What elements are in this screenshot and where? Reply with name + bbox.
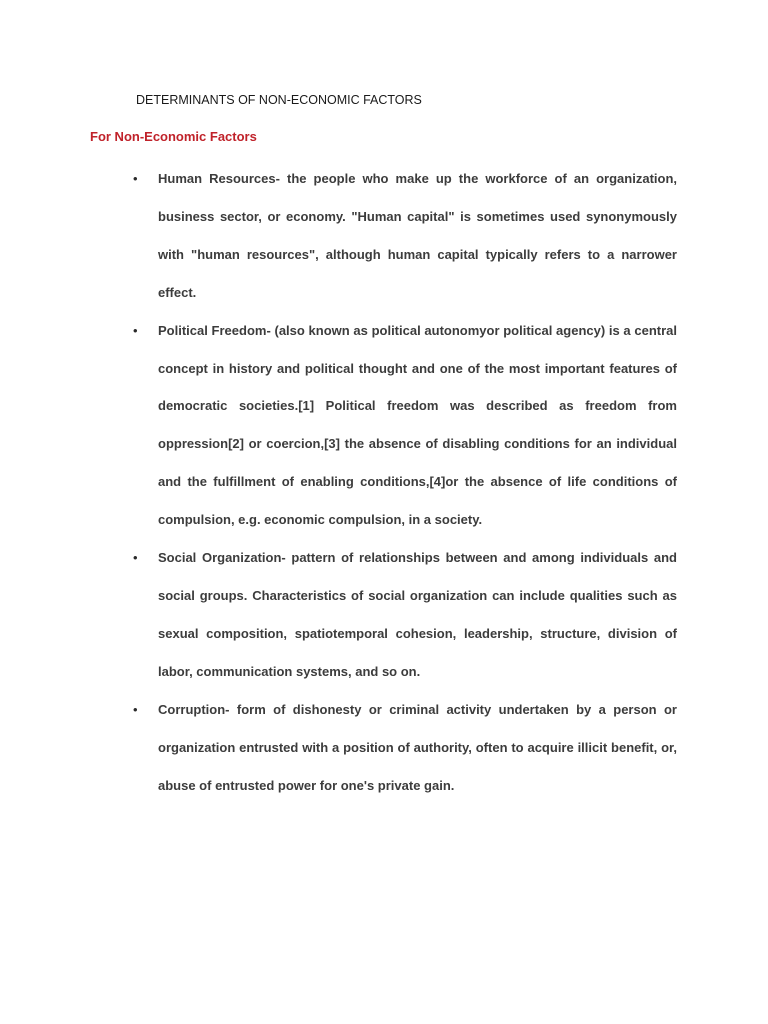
list-item-text: Human Resources- the people who make up the workforce of an organization, business sector, or economy. "Human capital" is sometimes used synonymously with "human resources", although human capital typically refers to a narrower effect.: [158, 171, 677, 300]
list-item: [0, 539, 768, 691]
bullet-dot-icon: •: [133, 701, 138, 717]
list-item: [0, 312, 768, 539]
list-item: [0, 691, 768, 805]
section-heading: For Non-Economic Factors: [90, 129, 257, 144]
bullet-dot-icon: •: [133, 171, 138, 186]
bullet-list: [0, 160, 768, 804]
document-title: DETERMINANTS OF NON-ECONOMIC FACTORS: [136, 93, 422, 107]
list-item: [0, 160, 768, 312]
bullet-dot-icon: •: [133, 550, 138, 566]
bullet-dot-icon: •: [133, 322, 138, 338]
list-item-text: Social Organization- pattern of relationships between and among individuals and social groups. Characteristics of social organization can include qualities such as sexual composition, spatiotemporal cohesion, leadership, structure, division of labor, communication systems, and so on.: [158, 550, 677, 679]
list-item-text: Political Freedom- (also known as political autonomyor political agency) is a central concept in history and political thought and one of the most important features of democratic societies.[1] Political freedom was described as freedom from oppression[2] or coercion,[3] the absence of disabling conditions for an individual and the fulfillment of enabling conditions,[4]or the absence of life conditions of compulsion, e.g. economic compulsion, in a society.: [158, 322, 677, 528]
list-item-text: Corruption- form of dishonesty or criminal activity undertaken by a person or organization entrusted with a position of authority, often to acquire illicit benefit, or, abuse of entrusted power for one's private gain.: [158, 701, 677, 793]
